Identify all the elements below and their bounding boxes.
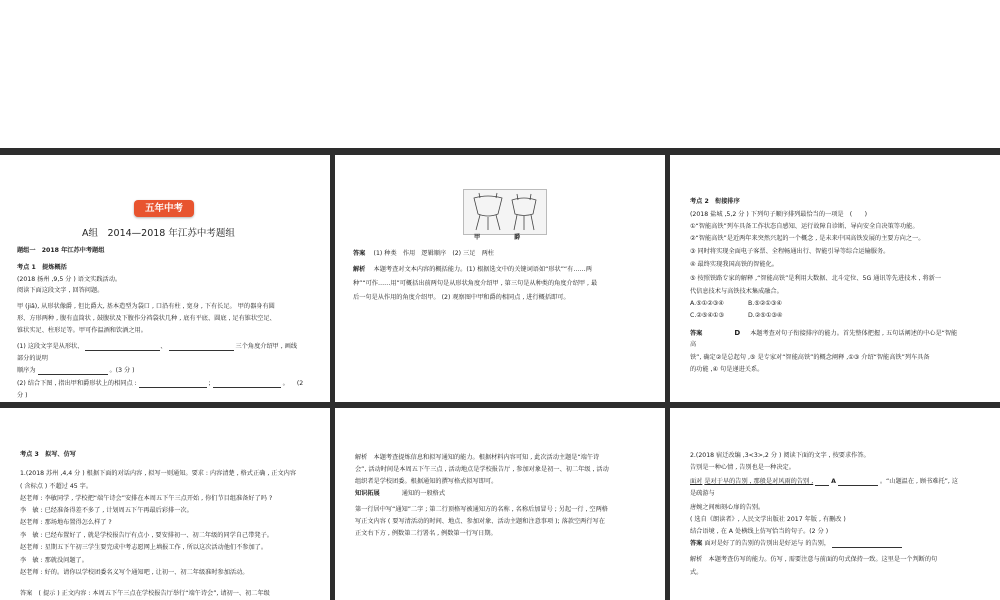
- answer-line: [690, 540, 902, 548]
- question-text: 2.(2018 宿迁改编 ,3<3>,2 分 ) 阅读下面的文字 , 按要求作答。: [690, 452, 870, 459]
- answer-text: 本题考查对句子衔接排序的能力。首先整体把握 , 五句话阐述的中心是“智能: [750, 330, 958, 337]
- blank-marker-a: A: [831, 478, 836, 485]
- vessel-figure: [463, 189, 547, 235]
- option-a: A.⑤①②③④: [690, 300, 724, 307]
- analysis-text: 式。: [690, 569, 703, 576]
- question-text: 。“山题温在 , 顾书难托”, 这: [879, 478, 958, 485]
- dialogue-line: 赵老师 : 星期五下午初三学生要完成中考志愿网上填报工作 , 所以这次活动他们不参加了。: [20, 544, 268, 551]
- answer-text: 的功能 ,④ 句是递进关系。: [690, 366, 764, 373]
- question-line: (2) 结合下图 , 指出甲和爵形状上的相同点 : ; 。 (2: [17, 380, 304, 387]
- question-line: [690, 478, 958, 486]
- question-line: (1) 这段文字是从形状、 、 三个角度介绍甲 , 画线: [17, 343, 298, 350]
- section-banner: 五年中考: [134, 200, 194, 217]
- knowledge-heading: [355, 490, 445, 498]
- knowledge-text: 写正文内容 ( 要写清活动的时间、地点、参加对象、活动主题和注意事项 ); 落款空两行写在: [355, 518, 605, 525]
- group-title: A组 2014—2018 年江苏中考题组: [82, 228, 235, 239]
- analysis-text: 会”, 活动时间是本周五下午三点 , 活动地点是学校报告厅 , 参加对象是初一、初二年级 , 活动: [355, 466, 609, 473]
- answer-text: 的告别，: [805, 540, 831, 547]
- question-source: (2018 扬州 ,9,5 分 ) 语文实践活动。: [17, 276, 122, 283]
- figure-label-jue: 爵: [514, 234, 521, 241]
- sentence-1: ①“智能高铁”列车具备工作状态自感知、运行故障自诊断、导向安全自决策等功能。: [690, 223, 919, 230]
- answer-letter: D: [734, 329, 741, 337]
- page-1: [0, 155, 330, 402]
- answer-text: 高: [690, 341, 697, 348]
- point-heading: 考点 1 提炼概括: [17, 264, 67, 271]
- dialogue-line: 李 敏 : 已经准备得差不多了 , 计划周五下午再最后彩排一次。: [20, 507, 193, 514]
- question-source: (2018 盐城 ,5,2 分 ) 下列句子顺序排列最恰当的一项是 ( ): [690, 211, 867, 218]
- question-text: ( 含标点 ) 不超过 45 字。: [20, 483, 93, 490]
- answer-blank: [815, 479, 829, 486]
- answer-line: [690, 329, 957, 338]
- sentence-5: ⑤ 按照铁路专家的解释 ,“智能高铁”是利用大数据、北斗定位、5G 通讯等先进技术 , 将新一: [690, 275, 942, 282]
- answer-label: 答案: [690, 330, 703, 337]
- answer-label: 答案: [690, 540, 703, 547]
- page-2: [335, 155, 665, 402]
- answer-text: 面对是好了的告别的告别出是好运与: [704, 540, 804, 547]
- question-text: 部分的说明: [17, 355, 48, 362]
- answer-blank: [832, 541, 902, 548]
- answer-blank: [838, 479, 878, 486]
- question-text: 。: [282, 380, 289, 387]
- instruction-text: 阅读下面这段文字 , 回答问题。: [17, 287, 104, 294]
- question-text: 顺序为: [17, 367, 36, 374]
- question-text: 告别是一种心情 , 告别也是一种决定。: [690, 464, 795, 471]
- answer-line: [353, 250, 494, 258]
- question-text: 结合语境 , 在 A 处横线上仿写恰当的句子。(2 分 ): [690, 528, 829, 535]
- point-heading: 考点 3 拟写、仿写: [20, 451, 76, 458]
- question-text: 三个角度介绍甲 , 画线: [235, 343, 298, 350]
- knowledge-text: 正文右下方 , 例数第二行署名 , 例数第一行写日期。: [355, 530, 497, 537]
- sentence-3: ③ 同时将实现全面电子客票、全程畅通出行、智能引导等综合运输服务。: [690, 248, 890, 255]
- vessel-illustration: [464, 190, 546, 234]
- answer-blank: [169, 344, 234, 351]
- answer-text: 答案 ( 提示 ) 正文内容 : 本周五下午三点在学校报告厅举行“端午诗会”, 请初一、初二年级: [20, 590, 270, 597]
- knowledge-label: 知识拓展: [355, 490, 380, 497]
- question-text: 分 ): [17, 392, 28, 399]
- answer-blank: [213, 381, 281, 388]
- question-text: 面对: [690, 478, 703, 485]
- passage-line: 甲 (jiǎ), 从形状像爵 , 但比爵大, 基本造型为袋口 , 口沿有柱 , 宽身 , 下有长足。 甲的器身有圆: [17, 303, 275, 310]
- page-6: [670, 408, 1000, 600]
- underlined-sentence: 是对于早的告别 , 那般是对风雨的告别 ,: [704, 478, 814, 485]
- answer-blank: [139, 381, 207, 388]
- dialogue-line: 赵老师 : 好的。请你以学校团委名义写个通知吧 , 让初一、初二年级准时参加活动。: [20, 569, 249, 576]
- citation: ( 选自《朗读者》, 人民文学出版社 2017 年版 , 有删改 ): [690, 516, 846, 523]
- question-text: 。(3 分 ): [109, 367, 135, 374]
- answer-blank: [38, 368, 108, 375]
- analysis-line: [353, 266, 592, 274]
- answer-text: (1) 种类 作用 逻辑顺序 (2) 三足 两柱: [373, 250, 494, 257]
- question-text: (1) 这段文字是从形状、: [17, 343, 84, 350]
- knowledge-title: 通知的一般格式: [401, 490, 446, 497]
- question-line: [17, 367, 135, 375]
- analysis-text: 解析 本题考查提炼信息和拟写通知的能力。根据材料内容可知 , 此次活动主题是“端午诗: [355, 454, 600, 461]
- page-3: [670, 155, 1000, 402]
- dialogue-line: 赵老师 : 李敏同学 , 学校把“端午诗会”安排在本周五下午三点开始 , 你们节目组准备好了吗 ?: [20, 495, 273, 502]
- point-heading: 考点 2 衔接排序: [690, 198, 740, 205]
- question-text: 唐婉之间痴刻心扉的告别。: [690, 504, 765, 511]
- sentence-5-cont: 代信息技术与高铁技术集成融合。: [690, 288, 783, 295]
- analysis-text: 本题考查对文本内容的概括能力。(1) 根据选文中的关键词语如“形状”“有……两: [373, 266, 592, 273]
- dialogue-line: 赵老师 : 那场地布置得怎么样了 ?: [20, 519, 112, 526]
- option-b: B.⑤②①③④: [748, 300, 782, 307]
- analysis-text: 组织者是学校团委。根据通知的撰写格式拟写即可。: [355, 478, 498, 485]
- passage-line: 锥状实足、柱形足等。甲可作温酒和饮酒之用。: [17, 327, 147, 334]
- figure-label-jia: 甲: [474, 234, 481, 241]
- dialogue-line: 李 敏 : 那就没问题了。: [20, 557, 88, 564]
- question-text: (2: [296, 380, 304, 387]
- sentence-4: ④ 最终实现我国高铁的智能化。: [690, 261, 778, 268]
- analysis-label: 解析: [353, 266, 366, 273]
- section-heading: 题组一 2018 年江苏中考题组: [17, 247, 105, 254]
- passage-line: 形、方形两种 , 腹有直筒状 , 鼓腹状及下腹作分裆袋状几种 , 底有平底、圆底 , 足有锥状空足、: [17, 315, 276, 322]
- page-4: [0, 408, 330, 600]
- answer-label: 答案: [353, 250, 366, 257]
- sentence-2: ②“智能高铁”是近两年来突然兴起的一个概念 , 是未来中国高铁发展的主要方向之一。: [690, 235, 925, 242]
- knowledge-text: 第一行居中写“通知”二字 ; 第二行顶格写被通知方的名称 , 名称后加冒号 ; 另起一行 , 空两格: [355, 506, 608, 513]
- question-text: 是疏游与: [690, 490, 715, 497]
- question-text: (2) 结合下图 , 指出甲和爵形状上的相同点 :: [17, 380, 137, 387]
- option-c: C.②⑤④①③: [690, 312, 725, 319]
- analysis-text: 解析 本题考查仿写的能力。仿写 , 需要注意与前面的句式保持一致。这里是一个判断的句: [690, 556, 938, 563]
- option-d: D.②⑤①③④: [748, 312, 783, 319]
- answer-blank: [85, 344, 160, 351]
- page-5: [335, 408, 665, 600]
- question-text: 1.(2018 苏州 ,4,4 分 ) 根据下面的对话内容 , 拟写一则通知。要求 : 内容清楚 , 格式正确 , 正文内容: [20, 470, 297, 477]
- analysis-text: 种”“可作……用”可概括出前两句是从形状角度介绍甲 , 第三句是从种类的角度介绍甲 , 最: [353, 280, 598, 287]
- analysis-text: 后一句是从作用的角度介绍甲。 (2) 观察图中甲和爵的相同点 , 进行概括即可。: [353, 294, 570, 301]
- answer-text: 铁”, 确定②是总起句 ,⑤ 是专家对“智能高铁”的概念阐释 ,①③ 介绍“智能高铁”列车具备: [690, 354, 930, 361]
- dialogue-line: 李 敏 : 已经布置好了 , 就是学校报告厅有点小 , 要安排初一、初二年级的同学自己带凳子。: [20, 532, 273, 539]
